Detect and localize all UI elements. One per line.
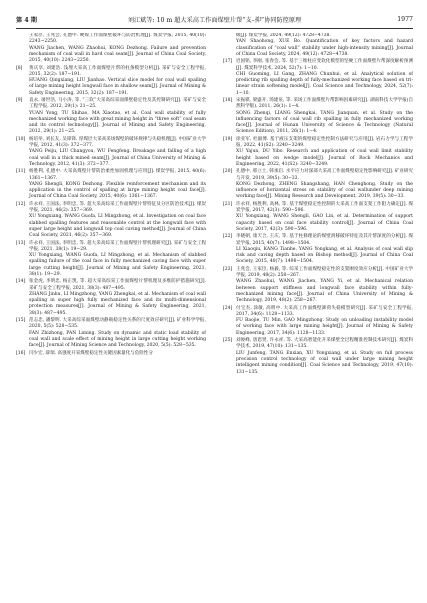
reference-entry bbox=[223, 59, 413, 97]
reference-citation: 刘俊峰, 唐恩贤, 许永祥, 等. 大采高智能化开采煤壁全过程精准控制技术研究[J]. 煤炭科学技术, 2019, 47(10): 131−135. bbox=[236, 338, 413, 350]
reference-entry bbox=[223, 137, 413, 168]
reference-citation-english: FAN Zhizhong, PAN Liming. Study on dynamic and static load stability of coal wall and scale effect of mining height in large cutting height working face[J]. Journal of Mining Science and Technology, 2020, 5(5): 528−535. bbox=[29, 330, 206, 349]
reference-citation-english: LIU Junfeng, TANG Enxian, XU Yongxiang, et al. Study on full process precision control technology of coal wall under large mining height intelligent mining condition[J]. Coal Science and Technology, 2019, 47(10): 131−135. bbox=[236, 350, 413, 375]
reference-number: [17] bbox=[223, 59, 233, 65]
reference-text bbox=[29, 66, 206, 97]
reference-number: [19] bbox=[223, 136, 233, 142]
reference-citation: 级[J]. 煤炭学报, 2024, 49(12): 4728−4738. bbox=[236, 33, 331, 38]
reference-citation: 王家臣, 王兆会, 孔德中. 硬煤工作面煤壁破坏与防治机理[J]. 煤炭学报, 2015, 40(10): 2243−2250. bbox=[29, 33, 206, 45]
reference-text bbox=[29, 98, 206, 136]
reference-citation-english: KONG Dezhong, ZHENG Shangshang, HAN Chenghong. Study on the influence of horizontal stress on stability of coal wallunder deep mining working face[J]. Mining Research and Development, 2019, 39(5): 30−33. bbox=[236, 181, 413, 200]
reference-entry bbox=[223, 267, 413, 305]
reference-citation: 许永祥, 杨胜利, 高林, 等. 基于煤壁稳定性控制的大采高工作面支架工作阻力确定[J]. 煤炭学报, 2017, 42(3): 590−596. bbox=[236, 201, 413, 214]
reference-entry bbox=[16, 202, 206, 240]
reference-citation: 闫少宏, 薛瑞. 高强度开采煤壁稳定性关键因素量化与危险性分 bbox=[29, 350, 154, 356]
reference-citation-english: FU Baojie, TU Min, GAO Mingzhong. Study on unloading instability model of working face with large mining height[J]. Journal of Mining & Safety Engineering, 2017, 34(6): 1128−1133. bbox=[236, 318, 413, 336]
reference-citation-english: HUANG Qingxiang, LIU Jianhao. Vertical slice model for coal wall spalling of large mining height longwall face in shallow seam[J]. Journal of Mining & Safety Engineering, 2015, 32(2): 187−191. bbox=[29, 78, 206, 96]
reference-text bbox=[236, 267, 413, 305]
reference-entry bbox=[223, 306, 413, 337]
references-body bbox=[16, 33, 413, 595]
reference-text bbox=[29, 279, 206, 317]
reference-entry bbox=[223, 169, 413, 200]
reference-number: [23] bbox=[223, 266, 233, 272]
reference-citation: 孔德中, 邢立土, 韩承启. 水平应力对深部大采高工作面煤壁稳定性影响研究[J]. 矿业研究与开发, 2019, 39(5): 30−33. bbox=[236, 169, 413, 181]
reference-entry bbox=[16, 137, 206, 168]
reference-text bbox=[236, 98, 413, 136]
reference-citation-english: XU Yongxiang, WANG Shengli, GAO Lin, et al. Determination of support capacity based on coal face stability control[J]. Journal of China Coal Society, 2017, 42(3): 590−596. bbox=[236, 214, 413, 232]
reference-text bbox=[29, 351, 206, 357]
reference-citation: 许永祥, 王国法, 李明忠, 等. 超大采高综采工作面煤壁片帮特征及分区防治技术[J]. 煤炭学报, 2021, 46(2): 357−369. bbox=[29, 201, 206, 214]
left-column bbox=[16, 33, 206, 595]
reference-citation-english: YANG Peiju, LIU Changyou, WU Fengfeng. Breakage and falling of a high coal wall in a thick mined seam[J]. Journal of China University of Mining & Technology, 2012, 41(3): 372−377. bbox=[29, 149, 206, 167]
right-column bbox=[223, 33, 413, 595]
page-number: 1977 bbox=[397, 15, 413, 23]
issue-number: 第 4 期 bbox=[16, 16, 37, 24]
reference-text bbox=[236, 33, 413, 58]
reference-citation-english: XU Yongxiang, WANG Guofa, LI Mingzhong, et al. Investigation on coal face slabbed spalling features and reasonable control at the longwall face with super large height and longwall top coal caving method[J]. Journal of China Coal Society, 2021, 46(2): 357−369. bbox=[29, 214, 206, 239]
reference-text bbox=[29, 241, 206, 279]
reference-number: [22] bbox=[223, 234, 233, 240]
reference-entry bbox=[16, 318, 206, 349]
reference-citation: 杨胜利, 孔德中. 大采高煤壁片帮防治柔性加固机理与应用[J]. 煤炭学报, 2015, 40(6): 1361−1367. bbox=[29, 169, 206, 181]
reference-citation: 袁永, 屠世浩, 马小涛, 等. “三软”大采高综采面煤壁稳定性及其控制研究[J]. 采矿与安全工程学报, 2012, 29(1): 21−25. bbox=[29, 98, 206, 110]
reference-entry bbox=[16, 98, 206, 136]
reference-number: [12] bbox=[16, 201, 26, 207]
reference-citation-english: YANG Shengli, KONG Dezhong. Flexible reinforcement mechanism and its application in the control of spalling at large mining height coal face[J]. Journal of China Coal Society, 2015, 40(6): 1361−1367. bbox=[29, 181, 206, 200]
reference-entry bbox=[16, 279, 206, 317]
reference-citation: 付宝杰, 涂敏, 高明中. 大采高工作面煤壁卸荷失稳模型研究[J]. 采矿与安全工程学报, 2017, 34(6): 1128−1133. bbox=[236, 305, 413, 317]
reference-text bbox=[29, 169, 206, 200]
reference-citation: 迟国铭, 李刚, 张春会, 等. 基于三维柱应变软化模型的坚硬工作面煤壁片帮深度解析预测[J]. 煤炭科学技术, 2024, 52(7): 1−10. bbox=[236, 59, 413, 71]
reference-entry bbox=[16, 351, 206, 357]
reference-citation-english: SONG Zhenqi, LIANG Shengkai, TANG Jianquan, et al. Study on the influencing factors of coal wall rib spalling in fully mechanized working face[J]. Journal of Hunan University of Science & Technology (Natural Science Edition), 2011, 26(1): 1−4. bbox=[236, 110, 413, 135]
reference-citation: 徐亚军, 杜毅博. 基于液压支架的煤壁稳定性控制方法研究与应用[J]. 岩石力学与工程学报, 2022, 41(S2): 3240−3249. bbox=[236, 136, 413, 149]
reference-number: [9] bbox=[16, 98, 23, 104]
reference-citation: 王兆会, 王家臣, 杨毅, 等. 综采工作面煤壁稳定性的支架刚度效应分析[J]. 中国矿业大学学报, 2019, 48(2): 258−267. bbox=[236, 266, 413, 279]
reference-entry bbox=[223, 338, 413, 376]
reference-text bbox=[236, 234, 413, 265]
reference-entry bbox=[16, 66, 206, 97]
reference-number: [18] bbox=[223, 98, 233, 104]
reference-citation-english: XU Yongxiang, WANG Guofa, LI Mingzhong, et al. Mechanism of slabbed spalling failure of the coal face in fully mechanized caving face with super large cutting height[J]. Journal of Mining and Safety Engineering, 2021, 38(1): 19−29. bbox=[29, 253, 206, 277]
reference-citation-english: CHI Guoming, LI Gang, ZHANG Chunhui, et al. Analytical solution of predicting rib spalling depth of fully-mechanized working face based on tri-linear strain softening model[J]. Coal Science and Technology, 2024, 52(7): 1−10. bbox=[236, 71, 413, 96]
reference-citation-english: WANG Zhaohui, WANG Jiachen, YANG Yi, et al. Mechanical relation between support stiffness and longwall face stability within fully-mechanized mining face[J]. Journal of China University of Mining & Technology, 2019, 48(2): 258−267. bbox=[236, 279, 413, 304]
reference-citation: 李晓朝, 康天合, 王庆, 等. 基于柱條理论的煤壁滑移破坏特征及其片帮深度的分析[J]. 煤炭学报, 2015, 40(7): 1498−1504. bbox=[236, 234, 413, 246]
reference-entry bbox=[16, 169, 206, 200]
reference-text bbox=[236, 169, 413, 200]
reference-number: [11] bbox=[16, 169, 26, 175]
reference-citation-english: YUAN Yong, TU Shihao, MA Xiaotao, et al. Coal wall stability of fully mechanized working face with great mining height in “three soft” coal seam and its control technology[J]. Journal of Mining and Safety Engineering, 2012, 29(1): 21−25. bbox=[29, 110, 206, 135]
reference-number: [21] bbox=[223, 201, 233, 207]
reference-text bbox=[236, 202, 413, 233]
reference-citation-english: WANG Jiachen, WANG Zhaohui, KONG Dezhong. Failure and prevention mechanism of coal wall in hard coal seam[J]. Journal of China Coal Society, 2015, 40(10): 2243−2250. bbox=[29, 45, 206, 64]
running-title: 刘江斌等: 10 m 超大采高工作面煤壁片帮“支–抑”协同防控原理 bbox=[127, 16, 302, 24]
reference-number: [13] bbox=[16, 240, 26, 246]
reference-number: [15] bbox=[16, 318, 26, 324]
reference-number: [8] bbox=[16, 65, 23, 71]
reference-citation-english: XU Yajun, DU Yibo. Research and application of coal wall limit stability height based on wedge model[J]. Journal of Rock Mechanics and Engineering, 2022, 41(S2): 3240−3249. bbox=[236, 149, 413, 167]
reference-text bbox=[236, 306, 413, 337]
reference-citation-english: LI Xiaoqiu, KANG Tianhe, YANG Yongkang, et al. Analysis of coal wall slip risk and caving depth based on Bishop method[J]. Journal of China Coal Society, 2015, 40(7): 1498−1504. bbox=[236, 246, 413, 265]
reference-citation-english: YAN Shaohong, XUE Bo. Quantification of key factors and hazard classification of “coal wall” stability under high-intensity mining[J]. Journal of China Coal Society, 2024, 49(12): 4728−4738. bbox=[236, 39, 413, 57]
reference-citation: 杨培举, 刘长友, 吴锋锋. 厚煤层大采高采场煤壁的破坏规律与失稳机理[J]. 中国矿业大学学报, 2012, 41(3): 372−377. bbox=[29, 136, 206, 149]
reference-text bbox=[29, 202, 206, 240]
reference-citation: 黄庆享, 刘建浩. 浅埋大采高工作面煤壁片帮的柱条模型分析[J]. 采矿与安全工程学报, 2015, 32(2): 187−191. bbox=[29, 65, 206, 77]
reference-entry bbox=[223, 202, 413, 233]
reference-text bbox=[29, 137, 206, 168]
reference-entry bbox=[16, 241, 206, 279]
reference-entry bbox=[223, 98, 413, 136]
reference-entry bbox=[16, 33, 206, 64]
reference-number: [10] bbox=[16, 136, 26, 142]
reference-number: [16] bbox=[16, 350, 26, 356]
reference-citation: 宋振骐, 梁盛开, 汤建泉, 等. 采场工作面煤壁片帮影响因素研究[J]. 湖南科技大学学报(自然科学版), 2011, 26(1): 1−4. bbox=[236, 98, 413, 110]
reference-text bbox=[236, 338, 413, 376]
reference-entry bbox=[223, 234, 413, 265]
header-rule bbox=[16, 28, 413, 29]
reference-number: [14] bbox=[16, 279, 26, 285]
reference-number bbox=[223, 33, 236, 58]
reference-number: [24] bbox=[223, 305, 233, 311]
reference-text bbox=[29, 33, 206, 64]
reference-text bbox=[236, 137, 413, 168]
page-header bbox=[16, 13, 413, 25]
reference-number: [25] bbox=[223, 338, 233, 344]
reference-text bbox=[236, 59, 413, 97]
reference-citation: 张金虎, 李明忠, 杨正凯, 等. 超大采高综采工作面煤壁片帮机理及多维防护措施研究[J]. 采矿与安全工程学报, 2021, 38(3): 487−495. bbox=[29, 279, 206, 291]
reference-number bbox=[16, 33, 29, 64]
reference-entry bbox=[223, 33, 413, 58]
reference-citation: 许永祥, 王国法, 李明忠, 等. 超大采高综采工作面煤壁片帮机理研究[J]. 采矿与安全工程学报, 2021, 38(1): 19−29. bbox=[29, 240, 206, 252]
reference-number: [20] bbox=[223, 169, 233, 175]
reference-text bbox=[29, 318, 206, 349]
reference-citation-english: ZHANG Jinhu, LI Mingzhong, YANG Zhengkai, et al. Mechanism of coal wall spalling in super high fully mechanized face and its multi-dimensional protection measures[J]. Journal of Mining & Safety Engineering, 2021, 38(3): 487−495. bbox=[29, 291, 206, 316]
reference-citation: 范志忠, 潘黎明. 大采高综采面煤壁动静载稳定性关系的尺度效应研究[J]. 矿业科学学报, 2020, 5(5): 528−535. bbox=[29, 318, 206, 330]
